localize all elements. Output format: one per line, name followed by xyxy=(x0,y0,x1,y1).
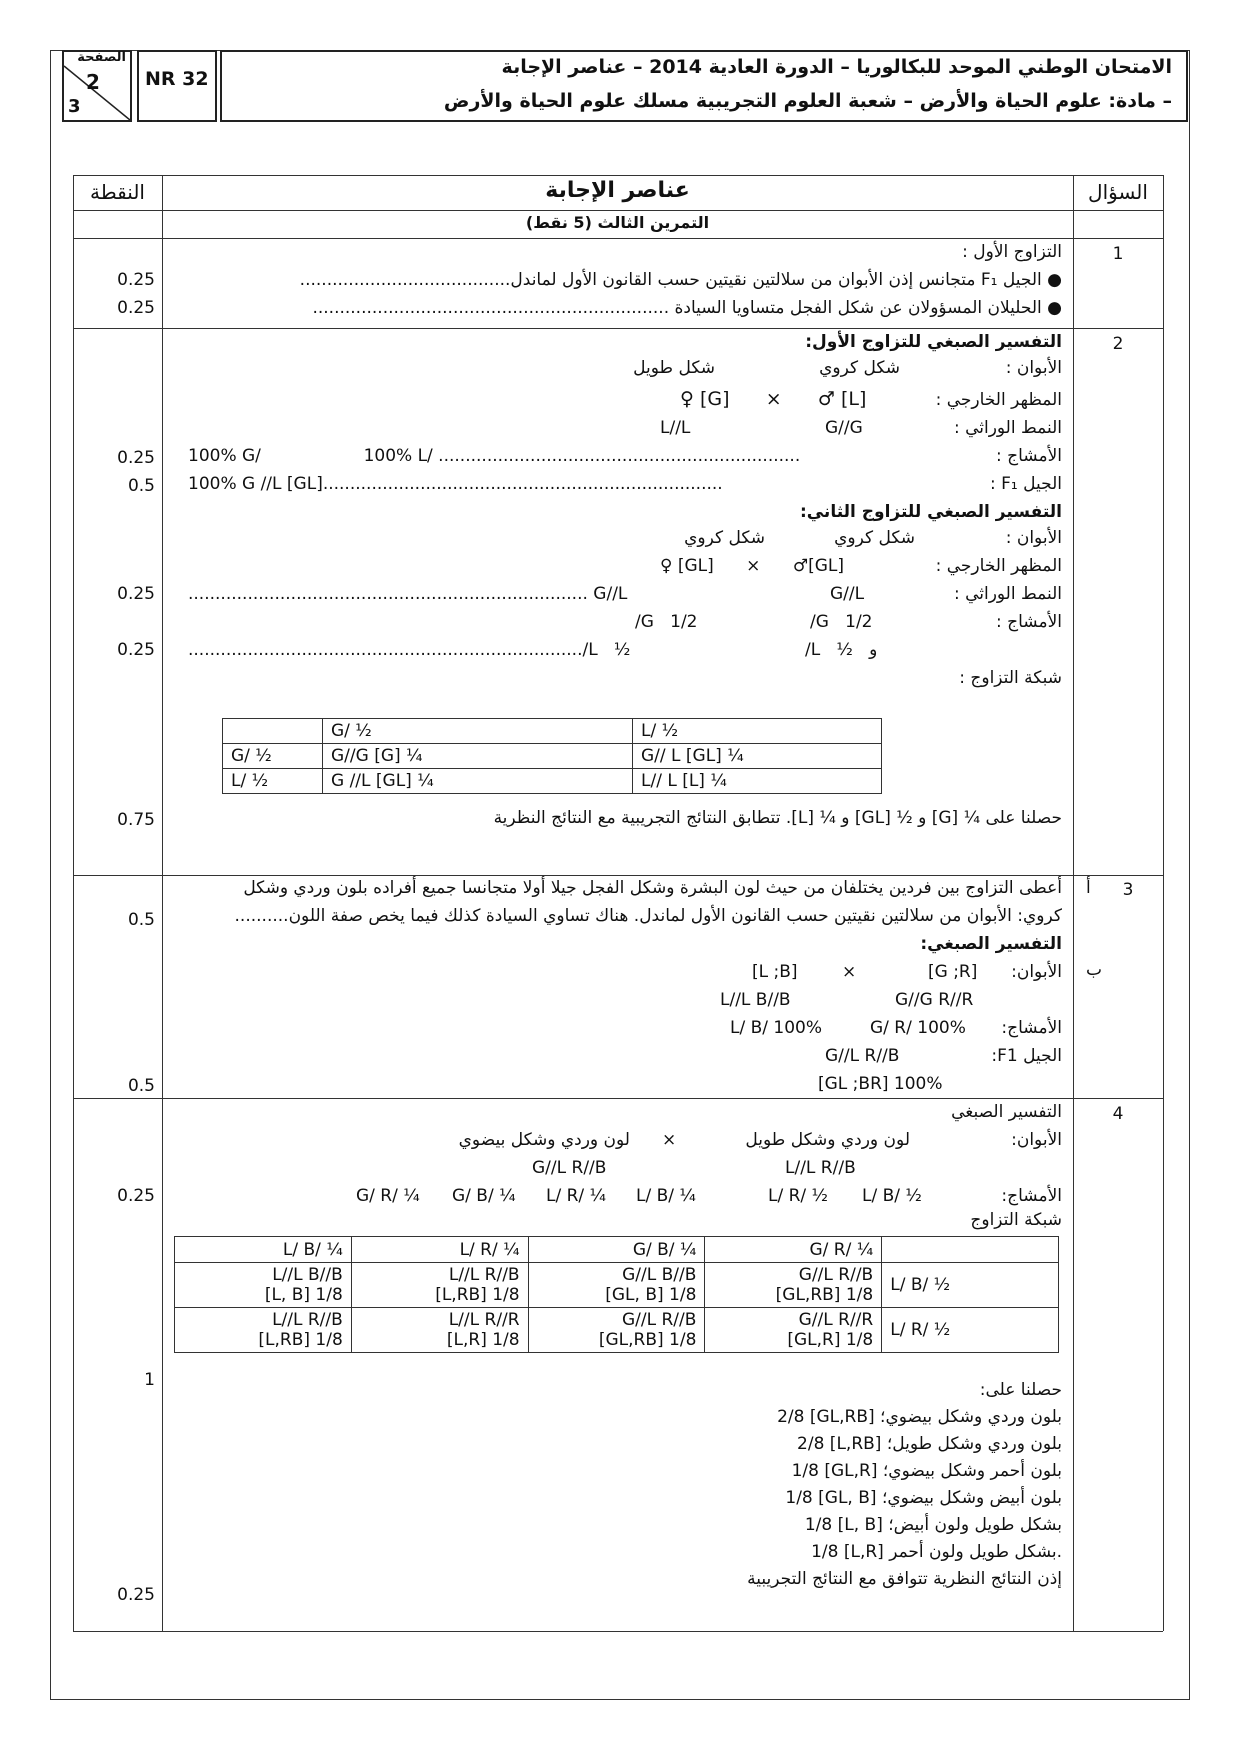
title-box xyxy=(220,50,1188,122)
q4-gametes-b: L/ R/ ½ xyxy=(768,1186,829,1206)
q2-f1-value: 100% G //L [GL].......................................................................... xyxy=(188,474,723,494)
grid-cell: L/ B/ ¼ xyxy=(175,1237,352,1263)
exam-code: NR 32 xyxy=(145,68,209,90)
q2-gametes2-label: الأمشاج : xyxy=(996,612,1062,632)
grid-cell xyxy=(882,1237,1059,1263)
q3-f1-label: الجيل F1: xyxy=(991,1046,1062,1066)
q4-got-label: حصلنا على: xyxy=(979,1380,1062,1400)
grid-cell: L//L B//B [L, B] 1/8 xyxy=(175,1263,352,1308)
q4-number: 4 xyxy=(1112,1104,1124,1124)
q4-geno-a: L//L R//B xyxy=(785,1158,856,1178)
col-answer-header: عناصر الإجابة xyxy=(545,178,690,203)
q4-point: 0.25 xyxy=(117,1585,155,1605)
table-head-bottom xyxy=(73,210,1163,211)
table-top xyxy=(73,175,1163,176)
q3-number: 3 xyxy=(1122,880,1134,900)
grid-cell: L/ ½ xyxy=(633,719,882,744)
q2-pheno2-value: ♀ [GL] × ♂[GL] xyxy=(660,556,845,576)
q4-result-5: 1/8 [L, B] بشكل طويل ولون أبيض؛ xyxy=(804,1515,1062,1535)
q1-number: 1 xyxy=(1112,244,1124,264)
q4-gametes-label: الأمشاج: xyxy=(1001,1186,1062,1206)
q3-point: 0.5 xyxy=(127,1076,155,1096)
q4-grid-label: شبكة التزاوج xyxy=(970,1210,1062,1230)
grid-cell: L//L R//B [L,RB] 1/8 xyxy=(175,1308,352,1353)
q2-bottom xyxy=(73,875,1163,876)
q2-parent-b: شكل طويل xyxy=(633,358,715,378)
q2-parent-a: شكل كروي xyxy=(819,358,900,378)
q3-gametes-label: الأمشاج: xyxy=(1001,1018,1062,1038)
page-label: الصفحة xyxy=(77,50,126,65)
q1-point-1: 0.25 xyxy=(117,270,155,290)
q3-point: 0.5 xyxy=(127,910,155,930)
q3-sub-a: أ xyxy=(1086,878,1091,898)
grid-cell: L/ R/ ½ xyxy=(882,1308,1059,1353)
table-left xyxy=(73,175,74,1631)
q4-cross-grid xyxy=(174,1236,1059,1353)
q3-parent-a: [G ;R] xyxy=(928,962,978,982)
q3-gametes-b: L/ B/ 100% xyxy=(730,1018,822,1038)
q2-point: 0.5 xyxy=(127,476,155,496)
q1-point-2: 0.25 xyxy=(117,298,155,318)
q2-point: 0.25 xyxy=(117,448,155,468)
grid-cell: L/ ½ xyxy=(223,769,323,794)
q2-pheno2-label: المظهر الخارجي : xyxy=(935,556,1062,576)
q2-parents2-label: الأبوان : xyxy=(1005,528,1062,548)
col-sep-1 xyxy=(162,175,163,1631)
table-right xyxy=(1163,175,1164,1631)
q2-geno2-b: G//L .......................................................................... xyxy=(188,584,628,604)
grid-cell: L// L [L] ¼ xyxy=(633,769,882,794)
col-points-header: النقطة xyxy=(90,180,145,204)
q4-result-2: 2/8 [L,RB] بلون وردي وشكل طويل؛ xyxy=(797,1434,1062,1454)
q3-cross: × xyxy=(842,962,857,982)
q2-gametes-label: الأمشاج : xyxy=(996,446,1062,466)
q2-gametes2-a: 1/2 G/ xyxy=(810,612,873,632)
q4-result-6: 1/8 [L,R] بشكل طويل ولون أحمر. xyxy=(811,1542,1062,1562)
q2-parent2-a: شكل كروي xyxy=(834,528,915,548)
page-current: 2 xyxy=(86,70,100,94)
q2-geno-label: النمط الوراثي : xyxy=(953,418,1062,438)
q4-gametes-f: G/ R/ ¼ xyxy=(356,1186,420,1206)
q3-title: التفسير الصبغي: xyxy=(920,934,1062,954)
q1-bottom xyxy=(73,328,1163,329)
q2-geno-a: G//G xyxy=(825,418,863,438)
grid-cell: G//G [G] ¼ xyxy=(323,744,633,769)
q2-parent2-b: شكل كروي xyxy=(684,528,765,548)
q4-cross: × xyxy=(662,1130,677,1150)
q2-grid-label: شبكة التزاوج : xyxy=(959,668,1062,688)
q2-geno2-label: النمط الوراثي : xyxy=(953,584,1062,604)
q3-f1-a: G//L R//B xyxy=(825,1046,900,1066)
q4-geno-b: G//L R//B xyxy=(532,1158,607,1178)
q2-result: حصلنا على ¼ [G] و ½ [GL] و ¼ [L]. تتطابق النتائج التجريبية مع النتائج النظرية xyxy=(493,808,1062,828)
grid-cell: G //L [GL] ¼ xyxy=(323,769,633,794)
grid-cell: G/ B/ ¼ xyxy=(528,1237,705,1263)
q4-point: 0.25 xyxy=(117,1186,155,1206)
q2-number: 2 xyxy=(1112,334,1124,354)
q3-bottom xyxy=(73,1098,1163,1099)
q2-cross-grid xyxy=(222,718,882,794)
q3-geno-a: G//G R//R xyxy=(895,990,974,1010)
q2-geno-b: L//L xyxy=(660,418,691,438)
exercise-title: التمرين الثالث (5 نقط) xyxy=(525,213,710,232)
grid-cell: G//L R//R [GL,R] 1/8 xyxy=(705,1308,882,1353)
q2-title-1: التفسير الصبغي للتزاوج الأول: xyxy=(805,332,1062,352)
q4-conclusion: إذن النتائج النظرية تتوافق مع النتائج التجريبية xyxy=(747,1569,1062,1589)
q3-geno-b: L//L B//B xyxy=(720,990,791,1010)
grid-cell: G// L [GL] ¼ xyxy=(633,744,882,769)
code-box xyxy=(137,50,217,122)
grid-cell: L/ B/ ½ xyxy=(882,1263,1059,1308)
title-line-1: الامتحان الوطني الموحد للبكالوريا – الدورة العادية 2014 – عناصر الإجابة xyxy=(501,56,1172,78)
q4-gametes-a: L/ B/ ½ xyxy=(862,1186,922,1206)
q2-gametes2-c: و ½ L/ xyxy=(805,640,878,660)
q4-parent-b: لون وردي وشكل بيضوي xyxy=(458,1130,630,1150)
q2-gametes-value: 100% G/ 100% L/ ................................................................... xyxy=(188,446,801,466)
title-line-2: – مادة: علوم الحياة والأرض – شعبة العلوم التجريبية مسلك علوم الحياة والأرض xyxy=(443,90,1172,112)
q2-point: 0.25 xyxy=(117,584,155,604)
q4-parent-a: لون وردي وشكل طويل xyxy=(745,1130,910,1150)
q2-parents-label: الأبوان : xyxy=(1005,358,1062,378)
q2-point: 0.75 xyxy=(117,810,155,830)
q4-parents-label: الأبوان: xyxy=(1011,1130,1062,1150)
q2-f1-label: الجيل F₁ : xyxy=(989,474,1062,494)
page-number-box xyxy=(62,50,132,122)
col-sep-2 xyxy=(1073,175,1074,1631)
q4-point: 1 xyxy=(144,1370,155,1390)
grid-cell: L//L R//B [L,RB] 1/8 xyxy=(351,1263,528,1308)
q2-gametes2-d: ½ L/......................................................................... xyxy=(188,640,631,660)
q4-result-1: 2/8 [GL,RB] بلون وردي وشكل بيضوي؛ xyxy=(777,1407,1062,1427)
q1-bullet-2: ● الحليلان المسؤولان عن شكل الفجل متساويا السيادة .................................................................. xyxy=(312,298,1062,318)
q2-point: 0.25 xyxy=(117,640,155,660)
grid-cell: L/ R/ ¼ xyxy=(351,1237,528,1263)
grid-cell xyxy=(223,719,323,744)
grid-cell: G//L B//B [GL, B] 1/8 xyxy=(528,1263,705,1308)
q4-result-3: 1/8 [GL,R] بلون أحمر وشكل بيضوي؛ xyxy=(791,1461,1062,1481)
col-question-header: السؤال xyxy=(1088,180,1148,204)
grid-cell: L//L R//R [L,R] 1/8 xyxy=(351,1308,528,1353)
q4-gametes-e: G/ B/ ¼ xyxy=(452,1186,516,1206)
q3-parents-label: الأبوان: xyxy=(1011,962,1062,982)
grid-cell: G//L R//B [GL,RB] 1/8 xyxy=(705,1263,882,1308)
q3-parent-b: [L ;B] xyxy=(752,962,798,982)
q3-sub-b: ب xyxy=(1086,960,1103,980)
q4-gametes-d: L/ R/ ¼ xyxy=(546,1186,607,1206)
q2-pheno-label: المظهر الخارجي : xyxy=(935,390,1062,410)
grid-cell: G/ ½ xyxy=(323,719,633,744)
q2-gametes2-b: 1/2 G/ xyxy=(635,612,698,632)
q4-gametes-c: L/ B/ ¼ xyxy=(636,1186,696,1206)
grid-cell: G/ R/ ¼ xyxy=(705,1237,882,1263)
q3-answer-line-1: أعطى التزاوج بين فردين يختلفان من حيث لون البشرة وشكل الفجل جيلا أولا متجانسا جميع أفراده بلون وردي وشكل xyxy=(243,878,1062,898)
page-total: 3 xyxy=(68,96,81,117)
q2-pheno-value: ♀ [G] × ♂ [L] xyxy=(680,388,867,410)
q3-answer-line-2: كروي: الأبوان من سلالتين نقيتين حسب القانون الأول لماندل. هناك تساوي السيادة كذلك فيما يخص صفة اللون.......... xyxy=(234,906,1062,926)
q2-title-2: التفسير الصبغي للتزاوج الثاني: xyxy=(799,502,1062,522)
grid-cell: G/ ½ xyxy=(223,744,323,769)
exercise-row-bottom xyxy=(73,238,1163,239)
q1-bullet-1: ● الجيل F₁ متجانس إذن الأبوان من سلالتين نقيتين حسب القانون الأول لماندل....................................... xyxy=(299,270,1062,290)
grid-cell: G//L R//B [GL,RB] 1/8 xyxy=(528,1308,705,1353)
q2-geno2-a: G//L xyxy=(830,584,865,604)
q3-gametes-a: G/ R/ 100% xyxy=(870,1018,966,1038)
q4-result-4: 1/8 [GL, B] بلون أبيض وشكل بيضوي؛ xyxy=(785,1488,1062,1508)
table-bottom xyxy=(73,1631,1163,1632)
q3-f1-b: [GL ;BR] 100% xyxy=(818,1074,943,1094)
q1-intro: التزاوج الأول : xyxy=(962,242,1062,262)
q4-title: التفسير الصبغي xyxy=(951,1102,1062,1122)
